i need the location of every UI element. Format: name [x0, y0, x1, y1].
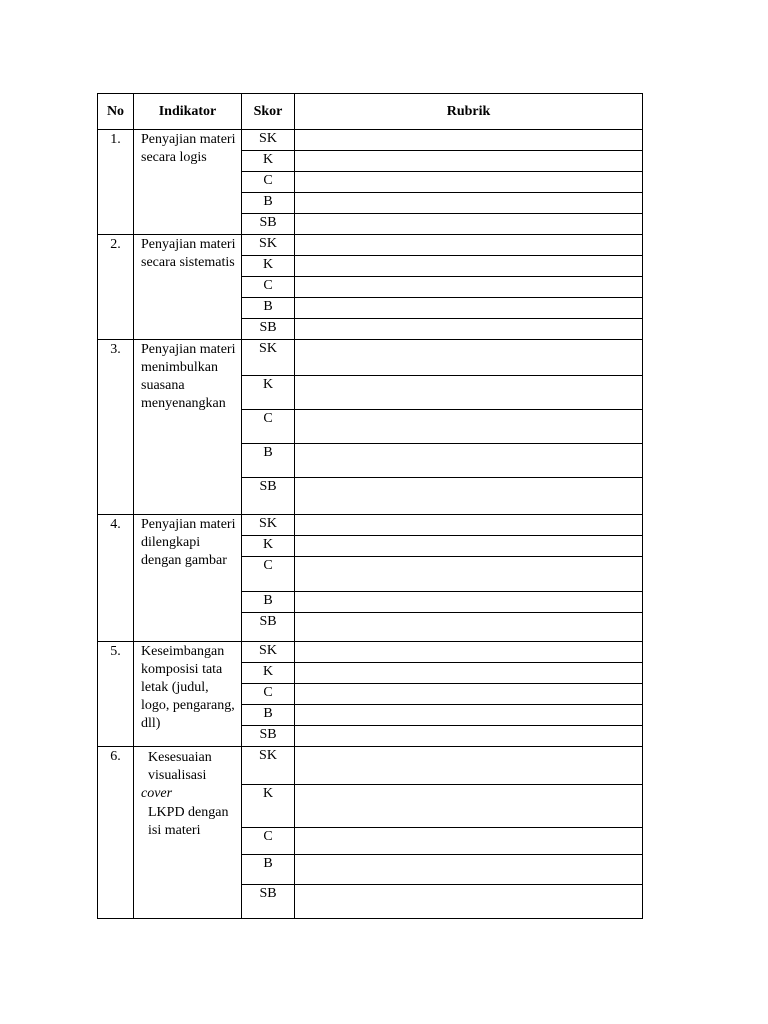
- criterion-number: 2.: [110, 237, 121, 252]
- rubrik-cell[interactable]: [295, 613, 643, 642]
- skor-cell: B: [242, 592, 295, 613]
- criterion-number-cell: [98, 747, 134, 919]
- rubrik-cell[interactable]: [295, 663, 643, 684]
- header-no: No: [98, 94, 134, 130]
- rubrik-cell[interactable]: [295, 298, 643, 319]
- rubrik-cell[interactable]: [295, 747, 643, 785]
- criterion-number-cell: [98, 235, 134, 340]
- skor-cell: SK: [242, 515, 295, 536]
- skor-cell: C: [242, 684, 295, 705]
- criterion-number: 6.: [110, 749, 121, 764]
- skor-cell: C: [242, 172, 295, 193]
- rubrik-cell[interactable]: [295, 214, 643, 235]
- skor-cell: SK: [242, 747, 295, 785]
- rubrik-cell[interactable]: [295, 235, 643, 256]
- criterion-number-cell: [98, 515, 134, 642]
- table-header-row: [98, 94, 643, 130]
- indikator-text: Penyajian materi secara logis: [141, 132, 236, 165]
- rubrik-cell[interactable]: [295, 151, 643, 172]
- skor-cell: K: [242, 785, 295, 828]
- rubrik-cell[interactable]: [295, 376, 643, 410]
- header-rubrik: Rubrik: [295, 94, 643, 130]
- criterion-number: 1.: [110, 132, 121, 147]
- criterion-number-cell: [98, 642, 134, 747]
- rubrik-cell[interactable]: [295, 885, 643, 919]
- criterion-number: 3.: [110, 342, 121, 357]
- skor-cell: B: [242, 298, 295, 319]
- skor-cell: SB: [242, 319, 295, 340]
- rubrik-cell[interactable]: [295, 256, 643, 277]
- rubrik-cell[interactable]: [295, 478, 643, 515]
- rubrik-cell[interactable]: [295, 193, 643, 214]
- skor-cell: K: [242, 151, 295, 172]
- skor-cell: SB: [242, 613, 295, 642]
- rubrik-cell[interactable]: [295, 592, 643, 613]
- table-row: [98, 235, 643, 256]
- rubrik-cell[interactable]: [295, 277, 643, 298]
- skor-cell: K: [242, 256, 295, 277]
- rubrik-cell[interactable]: [295, 444, 643, 478]
- indikator-cell: [134, 515, 242, 642]
- indikator-text-part: Kesesuaian visualisasi: [148, 750, 212, 783]
- skor-cell: B: [242, 444, 295, 478]
- skor-cell: SB: [242, 885, 295, 919]
- rubrik-cell[interactable]: [295, 515, 643, 536]
- skor-cell: SK: [242, 130, 295, 151]
- indikator-text: Penyajian materi menimbulkan suasana menyenangkan: [141, 342, 236, 411]
- skor-cell: C: [242, 277, 295, 298]
- rubrik-cell[interactable]: [295, 828, 643, 855]
- skor-cell: SK: [242, 340, 295, 376]
- table-row: [98, 747, 643, 785]
- indikator-text: Penyajian materi secara sistematis: [141, 237, 236, 270]
- header-indikator: Indikator: [134, 94, 242, 130]
- rubrik-cell[interactable]: [295, 642, 643, 663]
- criterion-number: 4.: [110, 517, 121, 532]
- indikator-cell: [134, 642, 242, 747]
- indikator-text-italic: cover: [141, 786, 173, 801]
- criterion-number: 5.: [110, 644, 121, 659]
- rubrik-cell[interactable]: [295, 855, 643, 885]
- skor-cell: B: [242, 193, 295, 214]
- rubrik-cell[interactable]: [295, 340, 643, 376]
- rubrik-cell[interactable]: [295, 705, 643, 726]
- rubrik-cell[interactable]: [295, 557, 643, 592]
- skor-cell: SB: [242, 478, 295, 515]
- indikator-cell: [134, 340, 242, 515]
- skor-cell: K: [242, 376, 295, 410]
- rubrik-cell[interactable]: [295, 172, 643, 193]
- skor-cell: SB: [242, 214, 295, 235]
- rubric-table: [97, 93, 643, 919]
- rubrik-cell[interactable]: [295, 130, 643, 151]
- table-row: [98, 340, 643, 376]
- skor-cell: C: [242, 557, 295, 592]
- indikator-text: Penyajian materi dilengkapi dengan gambar: [141, 517, 236, 568]
- table-row: [98, 130, 643, 151]
- skor-cell: C: [242, 828, 295, 855]
- skor-cell: B: [242, 705, 295, 726]
- header-skor: Skor: [242, 94, 295, 130]
- skor-cell: C: [242, 410, 295, 444]
- table-row: [98, 515, 643, 536]
- table-row: [98, 642, 643, 663]
- indikator-cell: [134, 130, 242, 235]
- rubrik-cell[interactable]: [295, 319, 643, 340]
- criterion-number-cell: [98, 130, 134, 235]
- indikator-text-part: LKPD dengan isi materi: [148, 805, 229, 838]
- skor-cell: K: [242, 536, 295, 557]
- skor-cell: B: [242, 855, 295, 885]
- skor-cell: SB: [242, 726, 295, 747]
- skor-cell: SK: [242, 642, 295, 663]
- rubrik-cell[interactable]: [295, 410, 643, 444]
- indikator-cell: [134, 235, 242, 340]
- rubrik-cell[interactable]: [295, 785, 643, 828]
- indikator-text: Keseimbangan komposisi tata letak (judul, logo, pengarang, dll): [141, 644, 235, 731]
- criterion-number-cell: [98, 340, 134, 515]
- rubrik-cell[interactable]: [295, 536, 643, 557]
- rubrik-cell[interactable]: [295, 726, 643, 747]
- indikator-cell: [134, 747, 242, 919]
- skor-cell: SK: [242, 235, 295, 256]
- indikator-text: [134, 747, 241, 840]
- rubrik-cell[interactable]: [295, 684, 643, 705]
- skor-cell: K: [242, 663, 295, 684]
